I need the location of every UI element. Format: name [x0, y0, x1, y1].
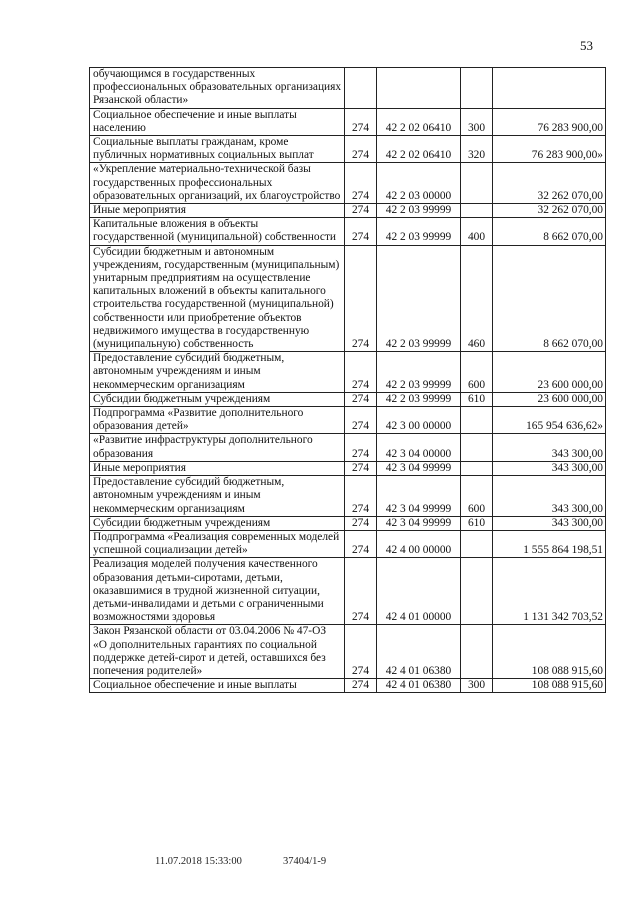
cell-expense-type [461, 461, 493, 475]
cell-name: Социальные выплаты гражданам, кроме публичных нормативных социальных выплат [90, 136, 345, 163]
cell-name: Социальное обеспечение и иные выплаты [90, 679, 345, 693]
cell-target-article: 42 3 04 99999 [377, 516, 461, 530]
cell-amount: 1 555 864 198,51 [493, 530, 606, 557]
cell-name: Субсидии бюджетным учреждениям [90, 516, 345, 530]
table-row [90, 68, 606, 109]
cell-amount: 76 283 900,00 [493, 108, 606, 135]
cell-name: «Укрепление материально-технической базы государственных профессиональных образовательных организаций, их благоустройство [90, 163, 345, 204]
budget-table [89, 67, 606, 693]
table-row [90, 407, 606, 434]
cell-expense-type [461, 434, 493, 461]
cell-target-article: 42 2 03 99999 [377, 392, 461, 406]
cell-expense-type: 400 [461, 218, 493, 245]
cell-amount: 23 600 000,00 [493, 352, 606, 393]
cell-amount: 343 300,00 [493, 434, 606, 461]
cell-amount [493, 68, 606, 109]
cell-name: Капитальные вложения в объекты государственной (муниципальной) собственности [90, 218, 345, 245]
cell-admin-code: 274 [345, 558, 377, 625]
cell-expense-type [461, 530, 493, 557]
cell-target-article: 42 4 01 06380 [377, 679, 461, 693]
cell-admin-code: 274 [345, 218, 377, 245]
cell-admin-code: 274 [345, 516, 377, 530]
cell-expense-type: 600 [461, 476, 493, 517]
table-row [90, 558, 606, 625]
cell-amount: 32 262 070,00 [493, 163, 606, 204]
cell-admin-code: 274 [345, 245, 377, 352]
page-number: 53 [580, 38, 593, 53]
table-row [90, 516, 606, 530]
table-row [90, 434, 606, 461]
cell-target-article: 42 2 02 06410 [377, 108, 461, 135]
cell-expense-type [461, 625, 493, 679]
cell-amount: 8 662 070,00 [493, 218, 606, 245]
cell-amount: 1 131 342 703,52 [493, 558, 606, 625]
cell-amount: 32 262 070,00 [493, 204, 606, 218]
cell-admin-code [345, 68, 377, 109]
cell-expense-type: 600 [461, 352, 493, 393]
cell-target-article: 42 2 03 99999 [377, 245, 461, 352]
cell-admin-code: 274 [345, 352, 377, 393]
table-row [90, 218, 606, 245]
cell-name: Реализация моделей получения качественного образования детьми-сиротами, детьми, оказавшимися в трудной жизненной ситуации, детьми-инвалидами и детьми с ограниченными возможностями здоровья [90, 558, 345, 625]
cell-admin-code: 274 [345, 434, 377, 461]
cell-name: Социальное обеспечение и иные выплаты населению [90, 108, 345, 135]
cell-name: Предоставление субсидий бюджетным, автономным учреждениям и иным некоммерческим организациям [90, 352, 345, 393]
cell-admin-code: 274 [345, 392, 377, 406]
cell-amount: 343 300,00 [493, 476, 606, 517]
cell-target-article [377, 68, 461, 109]
cell-target-article: 42 2 03 99999 [377, 352, 461, 393]
cell-amount: 76 283 900,00» [493, 136, 606, 163]
cell-name: Подпрограмма «Развитие дополнительного образования детей» [90, 407, 345, 434]
cell-name: Предоставление субсидий бюджетным, автономным учреждениям и иным некоммерческим организациям [90, 476, 345, 517]
cell-expense-type: 610 [461, 516, 493, 530]
cell-target-article: 42 2 02 06410 [377, 136, 461, 163]
table-row [90, 136, 606, 163]
table-row [90, 461, 606, 475]
cell-target-article: 42 2 03 99999 [377, 218, 461, 245]
table-row [90, 108, 606, 135]
cell-admin-code: 274 [345, 204, 377, 218]
table-row [90, 245, 606, 352]
cell-expense-type: 460 [461, 245, 493, 352]
cell-amount: 343 300,00 [493, 461, 606, 475]
cell-expense-type: 320 [461, 136, 493, 163]
table-row [90, 625, 606, 679]
cell-amount: 23 600 000,00 [493, 392, 606, 406]
cell-expense-type [461, 407, 493, 434]
table-row [90, 530, 606, 557]
cell-expense-type [461, 163, 493, 204]
cell-amount: 165 954 636,62» [493, 407, 606, 434]
cell-admin-code: 274 [345, 530, 377, 557]
cell-expense-type [461, 204, 493, 218]
cell-admin-code: 274 [345, 163, 377, 204]
cell-name: Иные мероприятия [90, 204, 345, 218]
cell-expense-type: 300 [461, 679, 493, 693]
cell-amount: 343 300,00 [493, 516, 606, 530]
cell-target-article: 42 3 04 99999 [377, 476, 461, 517]
cell-amount: 8 662 070,00 [493, 245, 606, 352]
cell-amount: 108 088 915,60 [493, 679, 606, 693]
cell-target-article: 42 4 01 06380 [377, 625, 461, 679]
cell-admin-code: 274 [345, 108, 377, 135]
cell-expense-type: 300 [461, 108, 493, 135]
cell-name: Субсидии бюджетным и автономным учреждениям, государственным (муниципальным) унитарным предприятиям на осуществление капитальных вложений в объекты капитального строительства государственной (муниципальной) собственности или приобретение объектов недвижимого имущества в государственную (муниципальную) собственность [90, 245, 345, 352]
cell-target-article: 42 4 00 00000 [377, 530, 461, 557]
cell-admin-code: 274 [345, 136, 377, 163]
table-body [90, 68, 606, 693]
cell-admin-code: 274 [345, 407, 377, 434]
cell-name: Закон Рязанской области от 03.04.2006 № 47-ОЗ «О дополнительных гарантиях по социальной поддержке детей-сирот и детей, оставшихся без попечения родителей» [90, 625, 345, 679]
footer-doc-code: 37404/1-9 [283, 856, 327, 867]
cell-target-article: 42 2 03 99999 [377, 204, 461, 218]
cell-admin-code: 274 [345, 461, 377, 475]
cell-target-article: 42 3 00 00000 [377, 407, 461, 434]
cell-expense-type [461, 558, 493, 625]
cell-target-article: 42 4 01 00000 [377, 558, 461, 625]
cell-name: Субсидии бюджетным учреждениям [90, 392, 345, 406]
table-row [90, 163, 606, 204]
table-row [90, 392, 606, 406]
cell-name: «Развитие инфраструктуры дополнительного образования [90, 434, 345, 461]
cell-admin-code: 274 [345, 625, 377, 679]
cell-expense-type: 610 [461, 392, 493, 406]
table-row [90, 476, 606, 517]
table-row [90, 679, 606, 693]
cell-admin-code: 274 [345, 679, 377, 693]
cell-name: Иные мероприятия [90, 461, 345, 475]
table-row [90, 352, 606, 393]
cell-target-article: 42 3 04 99999 [377, 461, 461, 475]
cell-target-article: 42 2 03 00000 [377, 163, 461, 204]
cell-amount: 108 088 915,60 [493, 625, 606, 679]
cell-expense-type [461, 68, 493, 109]
cell-name: Подпрограмма «Реализация современных моделей успешной социализации детей» [90, 530, 345, 557]
footer-timestamp: 11.07.2018 15:33:00 [155, 856, 242, 867]
cell-name: обучающимся в государственных профессиональных образовательных организациях Рязанской области» [90, 68, 345, 109]
table-row [90, 204, 606, 218]
cell-admin-code: 274 [345, 476, 377, 517]
cell-target-article: 42 3 04 00000 [377, 434, 461, 461]
